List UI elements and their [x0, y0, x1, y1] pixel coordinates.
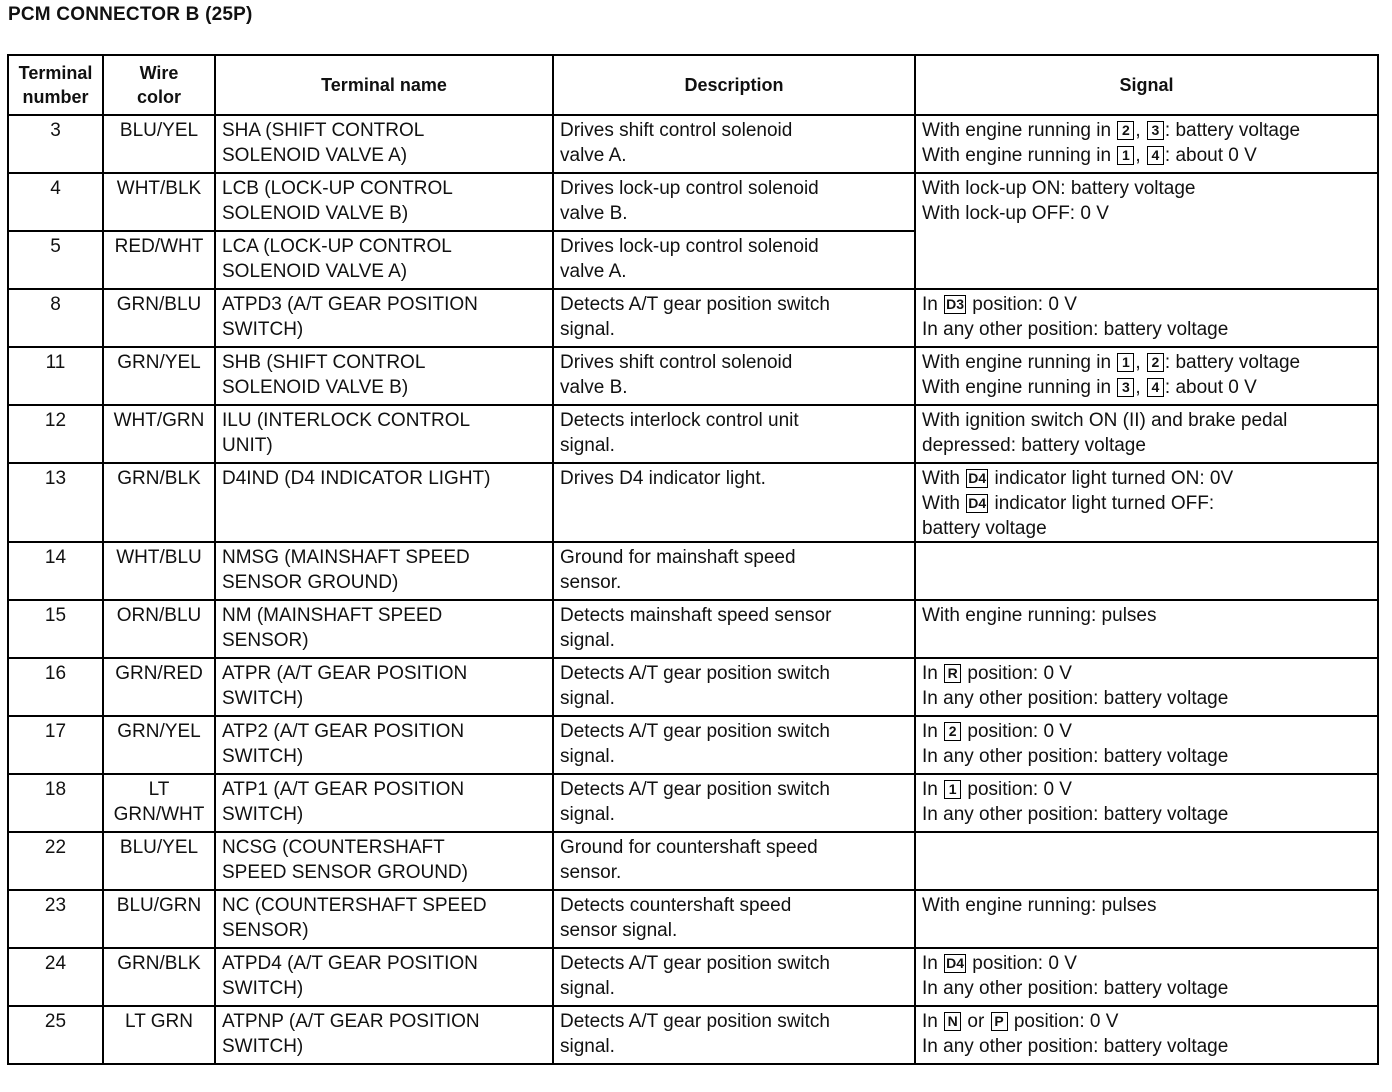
cell-line: valve A. — [560, 261, 627, 282]
cell-line: NMSG (MAINSHAFT SPEED — [222, 547, 470, 568]
header-terminal-number: Terminal number — [8, 55, 103, 115]
cell-line: SWITCH) — [222, 688, 304, 709]
cell-line: SWITCH) — [222, 804, 304, 825]
cell-line: NCSG (COUNTERSHAFT — [222, 837, 445, 858]
signal-cell — [915, 405, 1378, 463]
wire-color-cell — [103, 890, 215, 948]
cell-line: LT — [148, 779, 170, 800]
terminal-name-cell — [215, 890, 553, 948]
signal-cell — [915, 115, 1378, 173]
terminal-number-cell: 22 — [8, 832, 103, 890]
cell-line: SWITCH) — [222, 746, 304, 767]
cell-line: SENSOR) — [222, 920, 309, 941]
cell-line: ILU (INTERLOCK CONTROL — [222, 410, 471, 431]
cell-line: SWITCH) — [222, 978, 304, 999]
description-cell — [553, 289, 915, 347]
cell-line: Drives lock-up control solenoid — [560, 178, 819, 199]
signal-cell — [915, 716, 1378, 774]
cell-line: UNIT) — [222, 435, 273, 456]
signal-cell — [915, 890, 1378, 948]
table-row — [8, 115, 1378, 173]
wire-color-cell — [103, 542, 215, 600]
terminal-number-cell: 4 — [8, 173, 103, 231]
cell-line: LCA (LOCK-UP CONTROL — [222, 236, 452, 257]
cell-line: SOLENOID VALVE A) — [222, 145, 408, 166]
cell-line: Detects A/T gear position switch — [560, 721, 830, 742]
terminal-name-cell — [215, 1006, 553, 1064]
signal-line: With engine running in 2 , 3 : battery voltage — [922, 120, 1301, 141]
signal-line: With D4 indicator light turned ON: 0V — [922, 468, 1234, 489]
gear-position-box: N — [944, 1012, 961, 1031]
cell-line: WHT/BLK — [116, 178, 202, 199]
cell-line: GRN/BLK — [117, 468, 201, 489]
signal-line: With engine running in 1 , 4 : about 0 V — [922, 145, 1257, 166]
cell-line: signal. — [560, 688, 615, 709]
table-row — [8, 542, 1378, 600]
wire-color-cell — [103, 774, 215, 832]
table-row — [8, 948, 1378, 1006]
terminal-number-cell: 16 — [8, 658, 103, 716]
cell-line: GRN/BLU — [116, 294, 202, 315]
cell-line: BLU/YEL — [119, 837, 199, 858]
signal-line: battery voltage — [922, 518, 1047, 539]
cell-line: signal. — [560, 1036, 615, 1057]
cell-line: Detects A/T gear position switch — [560, 294, 830, 315]
gear-position-box: D4 — [946, 955, 965, 971]
signal-line: In R position: 0 V — [922, 663, 1072, 684]
gear-position-box: 1 — [944, 780, 961, 799]
cell-line: Drives shift control solenoid — [560, 120, 793, 141]
signal-line: In any other position: battery voltage — [922, 746, 1229, 767]
description-cell — [553, 405, 915, 463]
cell-line: SOLENOID VALVE B) — [222, 377, 409, 398]
wire-color-cell — [103, 231, 215, 289]
signal-line: In D3 position: 0 V — [922, 294, 1077, 315]
cell-line: ORN/BLU — [116, 605, 202, 626]
cell-line: signal. — [560, 746, 615, 767]
terminal-name-cell — [215, 289, 553, 347]
signal-cell — [915, 948, 1378, 1006]
gear-position-box: 4 — [1147, 378, 1164, 397]
table-row — [8, 600, 1378, 658]
gear-position-box: 3 — [1117, 378, 1134, 397]
terminal-number-cell: 3 — [8, 115, 103, 173]
terminal-number-cell: 5 — [8, 231, 103, 289]
cell-line: ATPD3 (A/T GEAR POSITION — [222, 294, 478, 315]
gear-position-box: 2 — [944, 722, 961, 741]
signal-cell — [915, 832, 1378, 890]
cell-line: ATPNP (A/T GEAR POSITION — [222, 1011, 480, 1032]
signal-cell — [915, 774, 1378, 832]
gear-position-box: 2 — [1147, 353, 1164, 372]
table-row — [8, 173, 1378, 231]
terminal-number-cell: 8 — [8, 289, 103, 347]
signal-line: depressed: battery voltage — [922, 435, 1146, 456]
header-row — [8, 55, 1378, 115]
cell-line: Detects interlock control unit — [560, 410, 799, 431]
cell-line: Ground for countershaft speed — [560, 837, 818, 858]
cell-line: SENSOR GROUND) — [222, 572, 399, 593]
gear-position-box: 1 — [1117, 146, 1134, 165]
signal-line: In any other position: battery voltage — [922, 319, 1229, 340]
table-row — [8, 289, 1378, 347]
signal-cell — [915, 600, 1378, 658]
signal-line: With lock-up ON: battery voltage — [922, 178, 1196, 199]
terminal-name-cell — [215, 716, 553, 774]
cell-line: ATP2 (A/T GEAR POSITION — [222, 721, 465, 742]
terminal-number-cell: 18 — [8, 774, 103, 832]
signal-line: With engine running in 3 , 4 : about 0 V — [922, 377, 1257, 398]
cell-line: SOLENOID VALVE B) — [222, 203, 409, 224]
cell-line: sensor signal. — [560, 920, 678, 941]
wire-color-cell — [103, 115, 215, 173]
cell-line: LCB (LOCK-UP CONTROL — [222, 178, 453, 199]
header-terminal-name: Terminal name — [215, 55, 553, 115]
cell-line: BLU/GRN — [116, 895, 202, 916]
terminal-name-cell — [215, 173, 553, 231]
cell-line: valve B. — [560, 203, 628, 224]
terminal-number-cell: 15 — [8, 600, 103, 658]
description-cell — [553, 463, 915, 542]
table-row — [8, 658, 1378, 716]
wire-color-cell — [103, 289, 215, 347]
signal-line: With ignition switch ON (II) and brake pedal — [922, 410, 1288, 431]
gear-position-box: P — [991, 1012, 1008, 1031]
signal-cell — [915, 542, 1378, 600]
terminal-name-cell — [215, 774, 553, 832]
gear-position-box: 1 — [1117, 353, 1134, 372]
cell-line: SPEED SENSOR GROUND) — [222, 862, 468, 883]
signal-line: With D4 indicator light turned OFF: — [922, 493, 1215, 514]
gear-position-box: D3 — [946, 296, 965, 312]
cell-line: GRN/YEL — [117, 721, 201, 742]
terminal-name-cell — [215, 463, 553, 542]
description-cell — [553, 1006, 915, 1064]
cell-line: Detects countershaft speed — [560, 895, 792, 916]
description-cell — [553, 658, 915, 716]
terminal-number-cell: 17 — [8, 716, 103, 774]
terminal-name-cell — [215, 231, 553, 289]
wire-color-cell — [103, 600, 215, 658]
gear-position-box: 2 — [1117, 121, 1134, 140]
cell-line: NC (COUNTERSHAFT SPEED — [222, 895, 487, 916]
signal-line: In D4 position: 0 V — [922, 953, 1077, 974]
table-row — [8, 716, 1378, 774]
signal-cell — [915, 289, 1378, 347]
cell-line: Detects A/T gear position switch — [560, 663, 830, 684]
description-cell — [553, 716, 915, 774]
gear-position-box: D4 — [968, 495, 987, 511]
terminal-name-cell — [215, 832, 553, 890]
signal-line: In any other position: battery voltage — [922, 978, 1229, 999]
gear-position-box: R — [944, 664, 961, 683]
cell-line: signal. — [560, 435, 615, 456]
terminal-name-cell — [215, 115, 553, 173]
cell-line: WHT/GRN — [113, 410, 205, 431]
cell-line: ATPR (A/T GEAR POSITION — [222, 663, 468, 684]
terminal-number-cell: 13 — [8, 463, 103, 542]
cell-line: SENSOR) — [222, 630, 309, 651]
terminal-name-cell — [215, 948, 553, 1006]
signal-line: In 2 position: 0 V — [922, 721, 1072, 742]
cell-line: ATPD4 (A/T GEAR POSITION — [222, 953, 478, 974]
wire-color-cell — [103, 463, 215, 542]
terminal-name-cell — [215, 347, 553, 405]
gear-position-box: D4 — [968, 470, 987, 486]
description-cell — [553, 948, 915, 1006]
description-cell — [553, 542, 915, 600]
cell-line: Detects A/T gear position switch — [560, 953, 830, 974]
terminal-number-cell: 23 — [8, 890, 103, 948]
header-signal: Signal — [915, 55, 1378, 115]
wire-color-cell — [103, 173, 215, 231]
signal-line: In any other position: battery voltage — [922, 804, 1229, 825]
description-cell — [553, 890, 915, 948]
cell-line: sensor. — [560, 862, 622, 883]
wire-color-cell — [103, 1006, 215, 1064]
header-wire-color: Wire color — [103, 55, 215, 115]
terminal-number-cell: 12 — [8, 405, 103, 463]
description-cell — [553, 173, 915, 231]
description-cell — [553, 115, 915, 173]
cell-line: SHA (SHIFT CONTROL — [222, 120, 425, 141]
cell-line: signal. — [560, 319, 615, 340]
cell-line: WHT/BLU — [116, 547, 202, 568]
cell-line: RED/WHT — [114, 236, 204, 257]
cell-line: Ground for mainshaft speed — [560, 547, 796, 568]
terminal-name-cell — [215, 600, 553, 658]
cell-line: GRN/YEL — [117, 352, 201, 373]
table-row — [8, 890, 1378, 948]
cell-line: NM (MAINSHAFT SPEED — [222, 605, 443, 626]
terminal-name-cell — [215, 658, 553, 716]
gear-position-box: 3 — [1147, 121, 1164, 140]
table-row — [8, 405, 1378, 463]
table-row — [8, 774, 1378, 832]
table-row — [8, 347, 1378, 405]
signal-cell — [915, 658, 1378, 716]
cell-line: LT GRN — [125, 1011, 193, 1032]
signal-line: With lock-up OFF: 0 V — [922, 203, 1109, 224]
description-cell — [553, 832, 915, 890]
cell-line: sensor. — [560, 572, 622, 593]
table-row — [8, 1006, 1378, 1064]
signal-line: In 1 position: 0 V — [922, 779, 1072, 800]
terminal-number-cell: 25 — [8, 1006, 103, 1064]
cell-line: Drives shift control solenoid — [560, 352, 793, 373]
signal-line: With engine running: pulses — [922, 605, 1157, 626]
gear-position-box: 4 — [1147, 146, 1164, 165]
wire-color-cell — [103, 658, 215, 716]
cell-line: signal. — [560, 978, 615, 999]
cell-line: GRN/BLK — [117, 953, 201, 974]
cell-line: signal. — [560, 804, 615, 825]
cell-line: valve A. — [560, 145, 627, 166]
cell-line: Drives lock-up control solenoid — [560, 236, 819, 257]
signal-line: In any other position: battery voltage — [922, 688, 1229, 709]
cell-line: SWITCH) — [222, 319, 304, 340]
connector-table — [7, 54, 1379, 1065]
description-cell — [553, 231, 915, 289]
signal-cell — [915, 347, 1378, 405]
cell-line: Detects mainshaft speed sensor — [560, 605, 832, 626]
signal-line: In N or P position: 0 V — [922, 1011, 1119, 1032]
cell-line: ATP1 (A/T GEAR POSITION — [222, 779, 465, 800]
terminal-name-cell — [215, 542, 553, 600]
cell-line: Detects A/T gear position switch — [560, 779, 830, 800]
cell-line: SOLENOID VALVE A) — [222, 261, 408, 282]
signal-line: With engine running in 1 , 2 : battery voltage — [922, 352, 1301, 373]
signal-cell — [915, 173, 1378, 289]
wire-color-cell — [103, 405, 215, 463]
description-cell — [553, 600, 915, 658]
cell-line: signal. — [560, 630, 615, 651]
cell-line: Drives D4 indicator light. — [560, 468, 766, 489]
cell-line: BLU/YEL — [119, 120, 199, 141]
page-title: PCM CONNECTOR B (25P) — [8, 4, 253, 25]
signal-cell — [915, 1006, 1378, 1064]
cell-line: valve B. — [560, 377, 628, 398]
wire-color-cell — [103, 948, 215, 1006]
signal-line: In any other position: battery voltage — [922, 1036, 1229, 1057]
wire-color-cell — [103, 347, 215, 405]
cell-line: SWITCH) — [222, 1036, 304, 1057]
description-cell — [553, 347, 915, 405]
signal-cell — [915, 463, 1378, 542]
cell-line: GRN/RED — [115, 663, 203, 684]
terminal-number-cell: 14 — [8, 542, 103, 600]
description-cell — [553, 774, 915, 832]
cell-line: GRN/WHT — [113, 804, 205, 825]
table-body — [8, 115, 1378, 1064]
table-row — [8, 832, 1378, 890]
terminal-name-cell — [215, 405, 553, 463]
terminal-number-cell: 11 — [8, 347, 103, 405]
cell-line: Detects A/T gear position switch — [560, 1011, 830, 1032]
wire-color-cell — [103, 716, 215, 774]
table-row — [8, 463, 1378, 542]
terminal-number-cell: 24 — [8, 948, 103, 1006]
header-description: Description — [553, 55, 915, 115]
wire-color-cell — [103, 832, 215, 890]
cell-line: SHB (SHIFT CONTROL — [222, 352, 426, 373]
signal-line: With engine running: pulses — [922, 895, 1157, 916]
cell-line: D4IND (D4 INDICATOR LIGHT) — [222, 468, 491, 489]
